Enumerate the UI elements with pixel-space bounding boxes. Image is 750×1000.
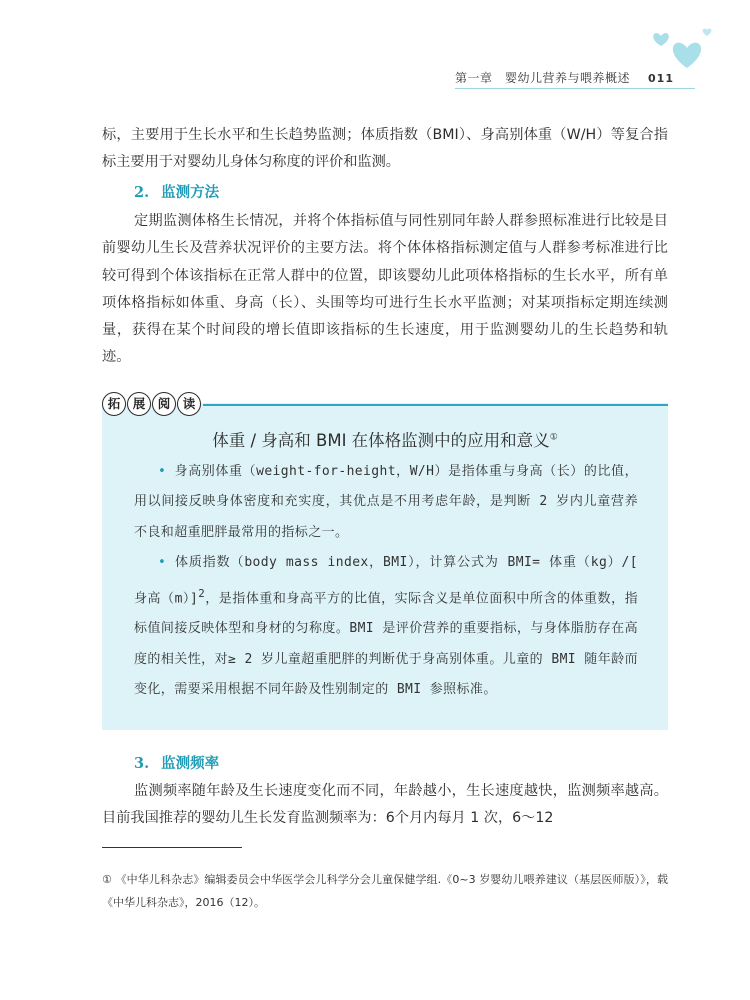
bullet-icon: • <box>158 464 167 479</box>
section-heading-frequency <box>134 752 219 773</box>
footnote: ① 《中华儿科杂志》编辑委员会中华医学会儿科学分会儿童保健学组.《0~3 岁婴幼儿喂养建议（基层医师版）》，载《中华儿科杂志》，2016（12）。 <box>102 873 668 909</box>
section-title: 监测频率 <box>161 755 220 772</box>
paragraph-top: 标，主要用于生长水平和生长趋势监测；体质指数（BMI）、身高别体重（W/H）等复合指标主要用于对婴幼儿身体匀称度的评价和监测。 <box>102 127 668 171</box>
paragraph-frequency: 监测频率随年龄及生长速度变化而不同，年龄越小，生长速度越快，监测频率越高。目前我国推荐的婴幼儿生长发育监测频率为：6个月内每月 1 次，6～12 <box>102 783 668 827</box>
extended-reading-rule <box>203 404 668 406</box>
tag-char: 拓 <box>102 392 126 416</box>
section-number: 3. <box>134 755 150 772</box>
item-text: 身高别体重（weight-for-height，W/H）是指体重与身高（长）的比值，用以间接反映身体密度和充实度，其优点是不用考虑年龄，是判断 2 岁内儿童营养不良和超重肥胖最常用的指标之一。 <box>134 464 638 540</box>
header-rule <box>455 88 695 89</box>
list-item <box>134 457 638 548</box>
title-text: 体重 / 身高和 BMI 在体格监测中的应用和意义 <box>212 431 550 450</box>
extended-reading-tag <box>102 392 202 418</box>
running-head <box>455 69 674 86</box>
footnote-ref: ① <box>549 432 558 443</box>
chapter-title: 第一章 婴幼儿营养与喂养概述 <box>455 71 631 85</box>
exponent: 2 <box>198 586 206 600</box>
extended-reading-title <box>102 427 668 451</box>
list-item <box>134 548 638 705</box>
section-heading-method <box>134 181 219 202</box>
item-text: ，是指体重和身高平方的比值，实际含义是单位面积中所含的体重数，指标值间接反映体型和身材的匀称度。BMI 是评价营养的重要指标，与身体脂肪存在高度的相关性，对≥ 2 岁儿童超重肥胖的判断优于身高别体重。儿童的 BMI 随年龄而变化，需要采用根据不同年龄及性别制定的 BMI 参照标准。 <box>134 590 638 698</box>
extended-reading-body <box>134 457 638 706</box>
section-title: 监测方法 <box>161 184 220 201</box>
item-text: 体质指数（body mass index，BMI），计算公式为 BMI= 体重（kg）/[ 身高（m）] <box>134 555 638 606</box>
bullet-icon: • <box>158 555 167 571</box>
tag-char: 读 <box>177 392 201 416</box>
page-number: 011 <box>648 72 674 85</box>
paragraph-method: 定期监测体格生长情况，并将个体指标值与同性别同年龄人群参照标准进行比较是目前婴幼儿生长及营养状况评价的主要方法。将个体体格指标测定值与人群参考标准进行比较可得到个体该指标在正常人群中的位置，即该婴幼儿此项体格指标的生长水平，所有单项体格指标如体重、身高（长）、头围等均可进行生长水平监测；对某项指标定期连续测量，获得在某个时间段的增长值即该指标的生长速度，用于监测婴幼儿的生长趋势和轨迹。 <box>102 213 668 366</box>
section-number: 2. <box>134 184 150 201</box>
tag-char: 展 <box>127 392 151 416</box>
tag-char: 阅 <box>152 392 176 416</box>
footnote-rule <box>102 847 242 848</box>
